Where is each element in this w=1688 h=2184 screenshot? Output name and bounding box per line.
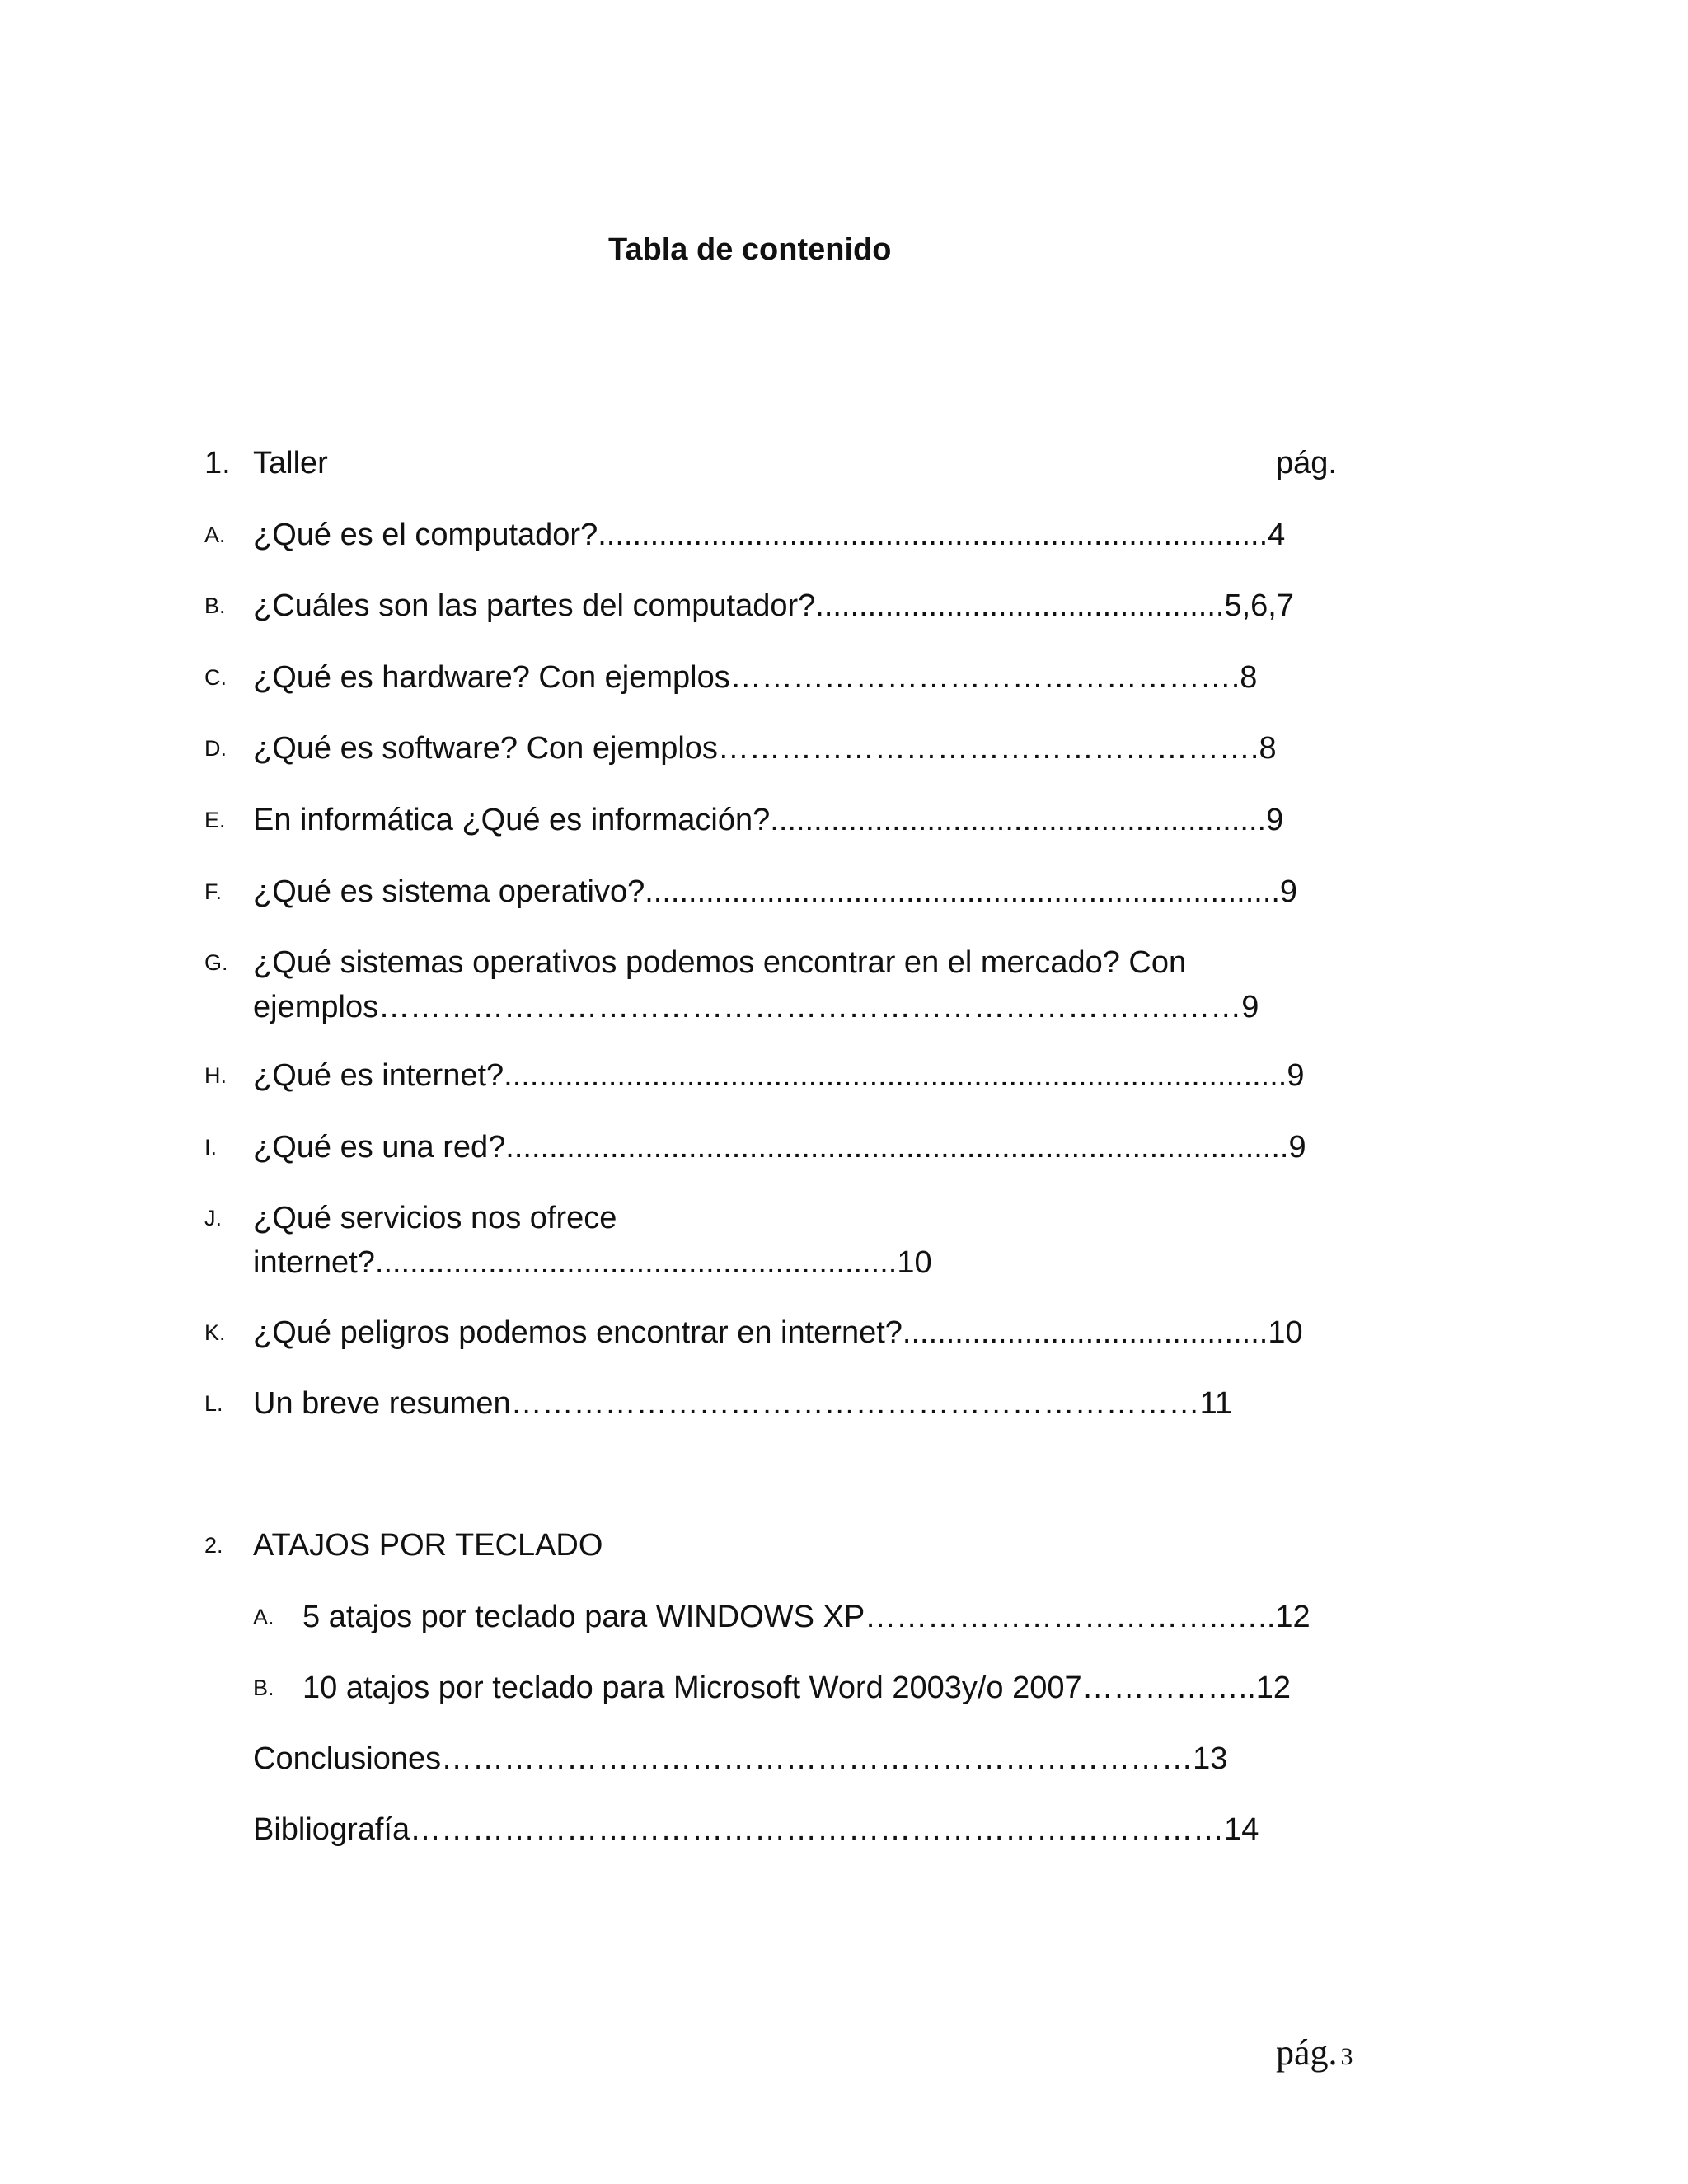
toc-item-entry-continuation: ejemplos…………………………………………………………………..……9 [253,990,1259,1024]
page-number-value: 3 [1340,2043,1353,2070]
document-title: Tabla de contenido [608,232,892,267]
toc-item-marker: E. [204,808,226,832]
toc-item-entry: ¿Qué peligros podemos encontrar en internet?..........................................10 [253,1315,1303,1350]
section-title: Taller [253,446,328,480]
page-column-header: pág. [1276,446,1337,480]
toc-item-entry: ¿Qué es software? Con ejemplos…………………………………………….8 [253,731,1277,766]
toc-item-entry: ¿Qué es hardware? Con ejemplos………………………………………….8 [253,660,1258,695]
section-title: ATAJOS POR TECLADO [253,1528,603,1563]
toc-bibliography-entry: Bibliografía……………………………………………………………………14 [253,1812,1259,1847]
toc-item-marker: K. [204,1320,226,1345]
toc-item-marker: A. [204,523,226,547]
toc-subitem-marker: A. [253,1605,274,1629]
toc-item-entry: ¿Qué es sistema operativo?.........................................................................9 [253,874,1298,909]
section-number: 1. [204,446,231,480]
toc-subitem-entry: 5 atajos por teclado para WINDOWS XP……………………………..…..12 [302,1600,1311,1634]
toc-item-marker: B. [204,593,226,618]
toc-subitem-marker: B. [253,1675,274,1700]
toc-item-entry: ¿Qué es una red?..........................................................................................9 [253,1130,1306,1165]
toc-item-marker: J. [204,1206,223,1230]
page-number-footer [1276,2032,1353,2074]
toc-item-marker: C. [204,665,227,690]
toc-conclusions-entry: Conclusiones………………………………………………………………13 [253,1741,1228,1776]
page-number-label: pág. [1276,2032,1338,2073]
toc-item-marker: D. [204,736,227,761]
toc-item-marker: L. [204,1391,223,1416]
toc-item-entry: Un breve resumen…………………………………………………………11 [253,1386,1233,1421]
toc-item-marker: G. [204,950,228,975]
toc-item-marker: F. [204,879,223,904]
section-number: 2. [204,1533,223,1558]
toc-item-entry: ¿Qué sistemas operativos podemos encontrar en el mercado? Con [253,945,1187,980]
toc-item-entry: ¿Cuáles son las partes del computador?...............................................5,6,7 [253,588,1294,623]
toc-item-entry: ¿Qué es internet?..........................................................................................9 [253,1058,1305,1093]
toc-item-entry: ¿Qué es el computador?.............................................................................4 [253,518,1286,552]
toc-item-entry: En informática ¿Qué es información?.........................................................9 [253,803,1284,837]
toc-item-entry-continuation: internet?............................................................10 [253,1245,932,1280]
toc-subitem-entry: 10 atajos por teclado para Microsoft Word 2003y/o 2007……………..12 [302,1671,1292,1705]
toc-item-marker: H. [204,1063,227,1088]
toc-item-marker: I. [204,1135,218,1160]
toc-item-entry: ¿Qué servicios nos ofrece [253,1201,617,1235]
